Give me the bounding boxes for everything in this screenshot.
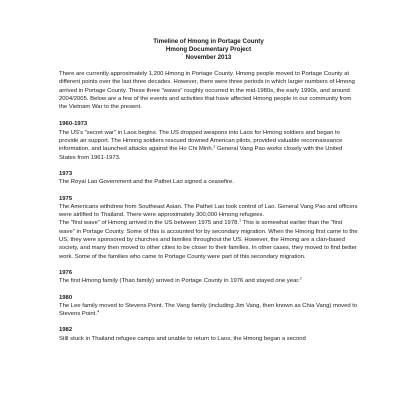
- document-date: November 2013: [185, 54, 232, 61]
- section-paragraph: [59, 219, 358, 260]
- paragraph-text: The Americans withdrew from Southeast Asian. The Pathet Lao took control of Lao. General Vang Pao and officers were airlifted to Thailand. There were approximately 300,000 Hmong refugees.: [59, 203, 358, 219]
- document-title: Timeline of Hmong in Portage County: [153, 38, 264, 45]
- paragraph-text: Still stuck in Thailand refugee camps and unable to return to Laos, the Hmong began a second: [59, 335, 306, 342]
- section-year-heading: 1976: [59, 269, 73, 276]
- project-name: Hmong Documentary Project: [165, 46, 252, 53]
- footnote-marker: 2: [299, 276, 302, 281]
- footnote-marker: 1: [239, 218, 242, 223]
- footnote-marker: 4: [96, 309, 100, 314]
- section-year-heading: 1960-1973: [59, 121, 88, 128]
- footnote-marker: 1: [213, 144, 216, 149]
- timeline-section: [59, 269, 358, 286]
- timeline-section: [59, 294, 358, 319]
- paragraph-text: The Lee family moved to Stevens Point. The Vang family (including Jim Vang, then known as Chia Vang) moved to Stevens Point.: [59, 302, 358, 318]
- section-paragraph: [59, 335, 358, 343]
- section-year-heading: 1973: [59, 170, 73, 177]
- paragraph-text-continued: General Vang Pao works closely with the United States from 1961-1973.: [59, 146, 343, 161]
- section-paragraph: [59, 129, 358, 162]
- paragraph-text: The first Hmong family (Thao family) arrived in Portage County in 1976 and stayed one year.: [59, 278, 300, 285]
- intro-paragraph: There are currently approximately 1,200 Hmong in Portage County. Hmong people moved to Portage County at different points over the last three decades. However, there were three periods in which larger numbers of Hmong arrived in Portage County. These three "waves" roughly occurred in the mid-1980s, the early 1990s, and around 2004/2005. Below are a few of the events and activities that have affected Hmong people in our community from the Vietnam War to the present.: [59, 71, 355, 111]
- section-year-heading: 1975: [59, 195, 73, 202]
- section-paragraph: [59, 203, 358, 220]
- timeline-section: [59, 195, 358, 261]
- document-title-block: [59, 38, 358, 62]
- section-year-heading: 1982: [59, 327, 73, 334]
- paragraph-text: The Royal Lao Government and the Pathet Lao signed a ceasefire.: [59, 179, 234, 186]
- timeline-section: [59, 326, 358, 343]
- timeline-sections: [59, 120, 358, 343]
- section-paragraph: [59, 277, 358, 285]
- section-year-heading: 1980: [59, 294, 73, 301]
- timeline-section: [59, 170, 358, 187]
- paragraph-text: The US's "secret war" in Laos begins. The US dropped weapons into Laos for Hmong soldiers and began to provide air support. The Hmong soldiers rescued downed American pilots, provided valuable reconnaissance information, and launched attacks against the Ho Chi Minh.: [59, 129, 343, 153]
- section-paragraph: [59, 178, 358, 186]
- timeline-section: [59, 120, 358, 161]
- paragraph-text-continued: This is somewhat earlier than the "first wave" in Portage County. Some of this is accounted for by secondary migration. When the Hmong first came to the US, they were sponsored by churches and families throughout the US. However, the Hmong are a clan-based society, and many then moved to other cities to be closer to their families. In other cases, they moved to find better work. Some of the families who came to Portage County were part of this secondary migration.: [59, 220, 358, 260]
- section-paragraph: [59, 302, 358, 319]
- paragraph-text: The "first wave" of Hmong arrived in the US between 1975 and 1978.: [59, 220, 240, 227]
